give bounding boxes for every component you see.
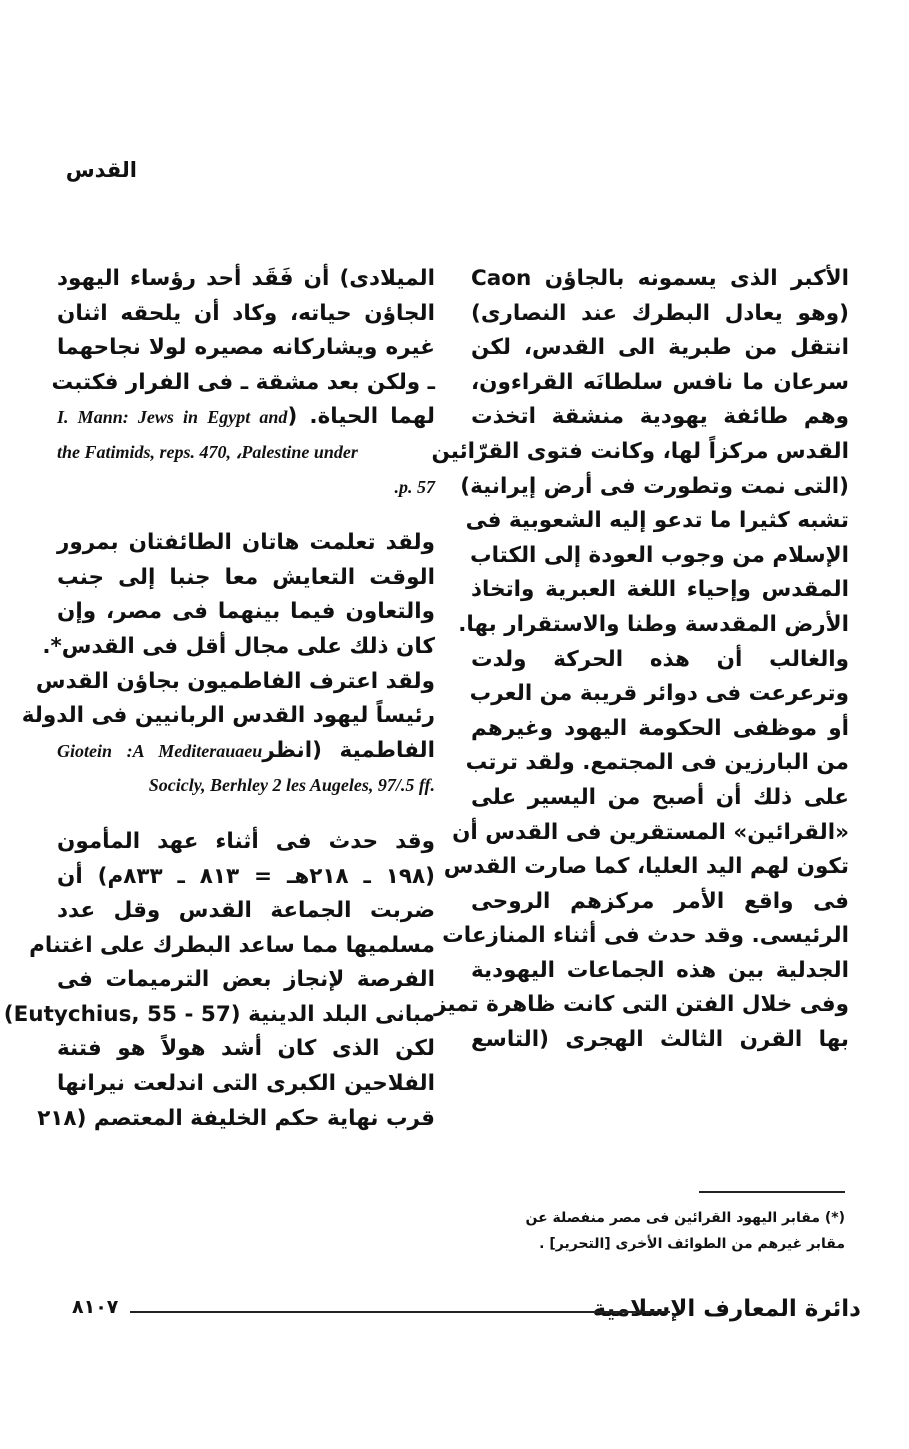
text-line: وهم طائفة يهودية منشقة اتخذت [471, 404, 849, 430]
text-line: الأرض المقدسة وطنا والاستقرار بها. [458, 611, 849, 637]
text-line: سرعان ما نافس سلطانَه القراءون، [471, 369, 849, 395]
text-line: فى واقع الأمر مركزهم الروحى [471, 888, 849, 914]
text-line: «القرائين» المستقرين فى القدس أن [452, 819, 849, 845]
text-line: الإسلام من وجوب العودة إلى الكتاب [469, 542, 849, 568]
footnote-line: (*) مقابر اليهود القرائين فى مصر منفصلة عن [525, 1210, 845, 1226]
footnote-line: مقابر غيرهم من الطوائف الأخرى [التحرير] . [539, 1236, 845, 1252]
arabic-text: لهما الحياة. ( [287, 404, 435, 430]
text-line: الأكبر الذى يسمونه بالجاؤن Caon [471, 266, 849, 291]
text-line: وترعرعت فى دوائر قريبة من العرب [469, 681, 849, 707]
text-line: الفرصة لإنجاز بعض الترميمات فى [57, 967, 435, 993]
text-line: غيره ويشاركانه مصيره لولا نجاحهما [57, 335, 435, 361]
paragraph-2 [21, 526, 435, 803]
arabic-text: الفاطمية (انظر [262, 737, 435, 763]
text-line-mixed [57, 400, 435, 435]
page-header-title: القدس [65, 158, 137, 182]
text-line: الفلاحين الكبرى التى اندلعت نيرانها [57, 1071, 435, 1097]
citation-line: Socicly, Berhley 2 les Augeles, 97/.5 ff. [148, 775, 435, 796]
paragraph-1 [51, 262, 435, 504]
citation-line: p. 57. [394, 476, 435, 497]
text-line-mixed [57, 734, 435, 769]
text-line: ولقد تعلمت هاتان الطائفتان بمرور [57, 530, 435, 556]
text-line: تكون لهم اليد العليا، كما صارت القدس [443, 854, 849, 880]
text-line: الرئيسى. وقد حدث فى أثناء المنازعات [442, 923, 849, 949]
text-line: انتقل من طبرية الى القدس، لكن [471, 335, 849, 361]
text-line: مسلميها مما ساعد البطرك على اغتنام [29, 932, 435, 958]
text-line: الجاؤن حياته، وكاد أن يلحقه اثنان [57, 300, 435, 326]
text-line: تشبه كثيرا ما تدعو إليه الشعوبية فى [465, 508, 849, 534]
text-line: ولقد اعترف الفاطميون بجاؤن القدس [35, 668, 435, 694]
citation-text: I. Mann: Jews in Egypt and [57, 407, 288, 428]
text-line: الوقت التعايش معا جنبا إلى جنب [57, 564, 435, 590]
text-line: أو موظفى الحكومة اليهود وغيرهم [471, 715, 849, 741]
page-number: ٨١٠٧ [72, 1296, 119, 1318]
text-line: والتعاون فيما بينهما فى مصر، وإن [57, 599, 435, 625]
text-line: (التى نمت وتطورت فى أرض إيرانية) [460, 473, 849, 499]
right-column [431, 262, 849, 1058]
footer-rule [130, 1311, 670, 1313]
text-line: وقد حدث فى أثناء عهد المأمون [57, 828, 435, 854]
paragraph-3 [3, 825, 435, 1136]
text-line: قرب نهاية حكم الخليفة المعتصم (٢١٨ [37, 1105, 435, 1131]
text-line: (١٩٨ ـ ٢١٨هـ = ٨١٣ ـ ٨٣٣م) أن [57, 863, 435, 889]
text-line: من البارزين فى المجتمع. ولقد ترتب [465, 750, 849, 776]
text-line: على ذلك أن أصبح من اليسير على [471, 784, 849, 810]
text-line: الجدلية بين هذه الجماعات اليهودية [471, 957, 849, 983]
text-line: مبانى البلد الدينية (Eutychius, 55 - 57) [3, 1001, 435, 1027]
text-line: ـ ولكن بعد مشقة ـ فى الفرار فكتبت [51, 369, 435, 395]
footnote-rule [699, 1191, 845, 1193]
text-line: القدس مركزاً لها، وكانت فتوى القرّائين [431, 438, 849, 464]
left-column [3, 262, 435, 1136]
text-line: الميلادى) أن فَقَد أحد رؤساء اليهود [57, 266, 435, 291]
text-line: المقدس وإحياء اللغة العبرية واتخاذ [471, 577, 849, 603]
text-line: بها القرن الثالث الهجرى (التاسع [471, 1027, 849, 1053]
footnote [465, 1205, 845, 1257]
text-line: وفى خلال الفتن التى كانت ظاهرة تميز [434, 992, 849, 1018]
text-line: (وهو يعادل البطرك عند النصارى) [471, 300, 849, 326]
text-line: ضربت الجماعة القدس وقل عدد [57, 898, 435, 924]
text-line: كان ذلك على مجال أقل فى القدس*. [42, 633, 435, 659]
citation-line: the Fatimids, reps. 470, ،Palestine under [57, 441, 358, 462]
text-line: والغالب أن هذه الحركة ولدت [471, 646, 849, 672]
text-line: رئيساً ليهود القدس الربانيين فى الدولة [21, 703, 435, 729]
text-line: لكن الذى كان أشد هولاً هو فتنة [57, 1036, 435, 1062]
footer-publication-title: دائرة المعارف الإسلامية [592, 1296, 861, 1322]
citation-text: Giotein :A Mediterauaeu [57, 740, 263, 761]
